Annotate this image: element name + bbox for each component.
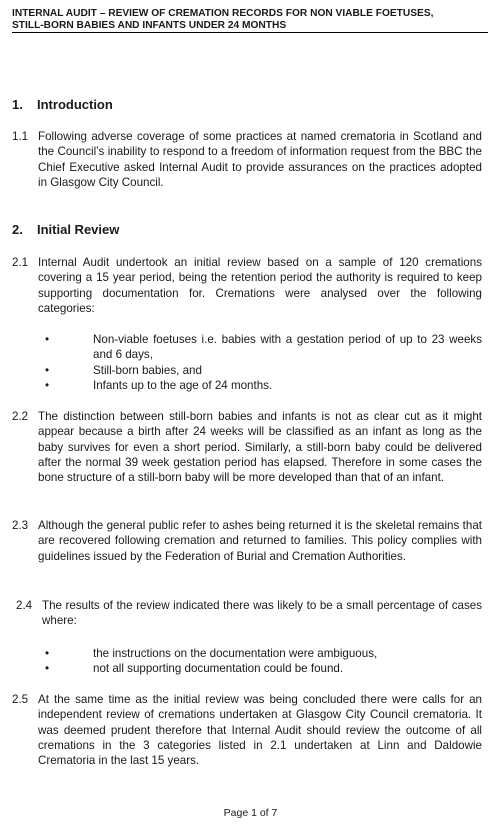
paragraph-2-3: [12, 518, 482, 564]
paragraph-2-5: [12, 692, 482, 768]
bullet-list-cases: [45, 646, 482, 677]
section-title: Initial Review: [37, 222, 120, 237]
paragraph-number: 2.1: [12, 256, 29, 269]
paragraph-2-2: [12, 409, 482, 485]
list-item-text: Infants up to the age of 24 months.: [93, 378, 273, 392]
bullet-icon: •: [45, 333, 50, 346]
paragraph-text: At the same time as the initial review was being concluded there were calls for an independent review of cremations undertaken at Glasgow City Council crematoria. It was deemed prudent therefore that Internal Audit should review the outcome of all cremations in the 3 categories listed in 2.1 undertaken at Linn and Daldowie Crematoria in the last 15 years.: [38, 693, 482, 768]
paragraph-text: The results of the review indicated there was likely to be a small percentage of cases where:: [42, 599, 482, 628]
list-item: [45, 661, 482, 676]
paragraph-number: 2.3: [12, 519, 29, 532]
paragraph-2-4: [16, 598, 482, 629]
paragraph-number: 1.1: [12, 130, 29, 143]
list-item: [45, 646, 482, 661]
bullet-icon: •: [45, 662, 50, 676]
section-heading-introduction: [12, 97, 113, 112]
bullet-icon: •: [45, 647, 50, 660]
paragraph-text: The distinction between still-born babies and infants is not as clear cut as it might appear because a birth after 24 weeks will be classified as an infant as long as the baby survives for even a short period. Similarly, a still-born baby could be delivered after the normal 39 week gestation period has elapsed. Therefore in some cases the bone structure of a still-born baby will be more developed than that of an infant.: [38, 410, 482, 485]
section-number: 2.: [12, 222, 23, 237]
paragraph-text: Although the general public refer to ashes being returned it is the skeletal remains that are recovered following cremation and returned to families. This policy complies with guidelines issued by the Federation of Burial and Cremation Authorities.: [38, 519, 482, 563]
paragraph-2-1: [12, 255, 482, 316]
bullet-list-categories: [45, 332, 482, 393]
paragraph-number: 2.2: [12, 410, 29, 423]
list-item: [45, 332, 482, 363]
header-line-1: INTERNAL AUDIT – REVIEW OF CREMATION RECORDS FOR NON VIABLE FOETUSES,: [12, 8, 434, 19]
paragraph-number: 2.5: [12, 693, 29, 706]
list-item-text: Still-born babies, and: [93, 363, 202, 377]
list-item-text: Non-viable foetuses i.e. babies with a gestation period of up to 23 weeks and 6 days,: [93, 333, 482, 362]
paragraph-1-1: [12, 129, 482, 190]
paragraph-number: 2.4: [16, 599, 33, 612]
section-number: 1.: [12, 97, 23, 112]
list-item-text: not all supporting documentation could be found.: [93, 662, 344, 676]
header-line-2: STILL-BORN BABIES AND INFANTS UNDER 24 MONTHS: [12, 20, 287, 31]
list-item-text: the instructions on the documentation were ambiguous,: [93, 647, 378, 660]
section-title: Introduction: [37, 97, 113, 112]
paragraph-text: Following adverse coverage of some practices at named crematoria in Scotland and the Council’s inability to respond to a freedom of information request from the BBC the Chief Executive asked Internal Audit to provide assurances on the practices adopted in Glasgow City Council.: [38, 130, 482, 189]
list-item: [45, 363, 482, 378]
page-number-footer: Page 1 of 7: [223, 807, 278, 819]
paragraph-text: Internal Audit undertook an initial review based on a sample of 120 cremations covering a 15 year period, being the retention period the authority is required to keep supporting documentation for. Cremations were analysed over the following categories:: [38, 256, 482, 315]
bullet-icon: •: [45, 378, 50, 392]
document-header: [12, 8, 488, 33]
bullet-icon: •: [45, 363, 50, 377]
list-item: [45, 378, 482, 393]
section-heading-initial-review: [12, 222, 119, 237]
